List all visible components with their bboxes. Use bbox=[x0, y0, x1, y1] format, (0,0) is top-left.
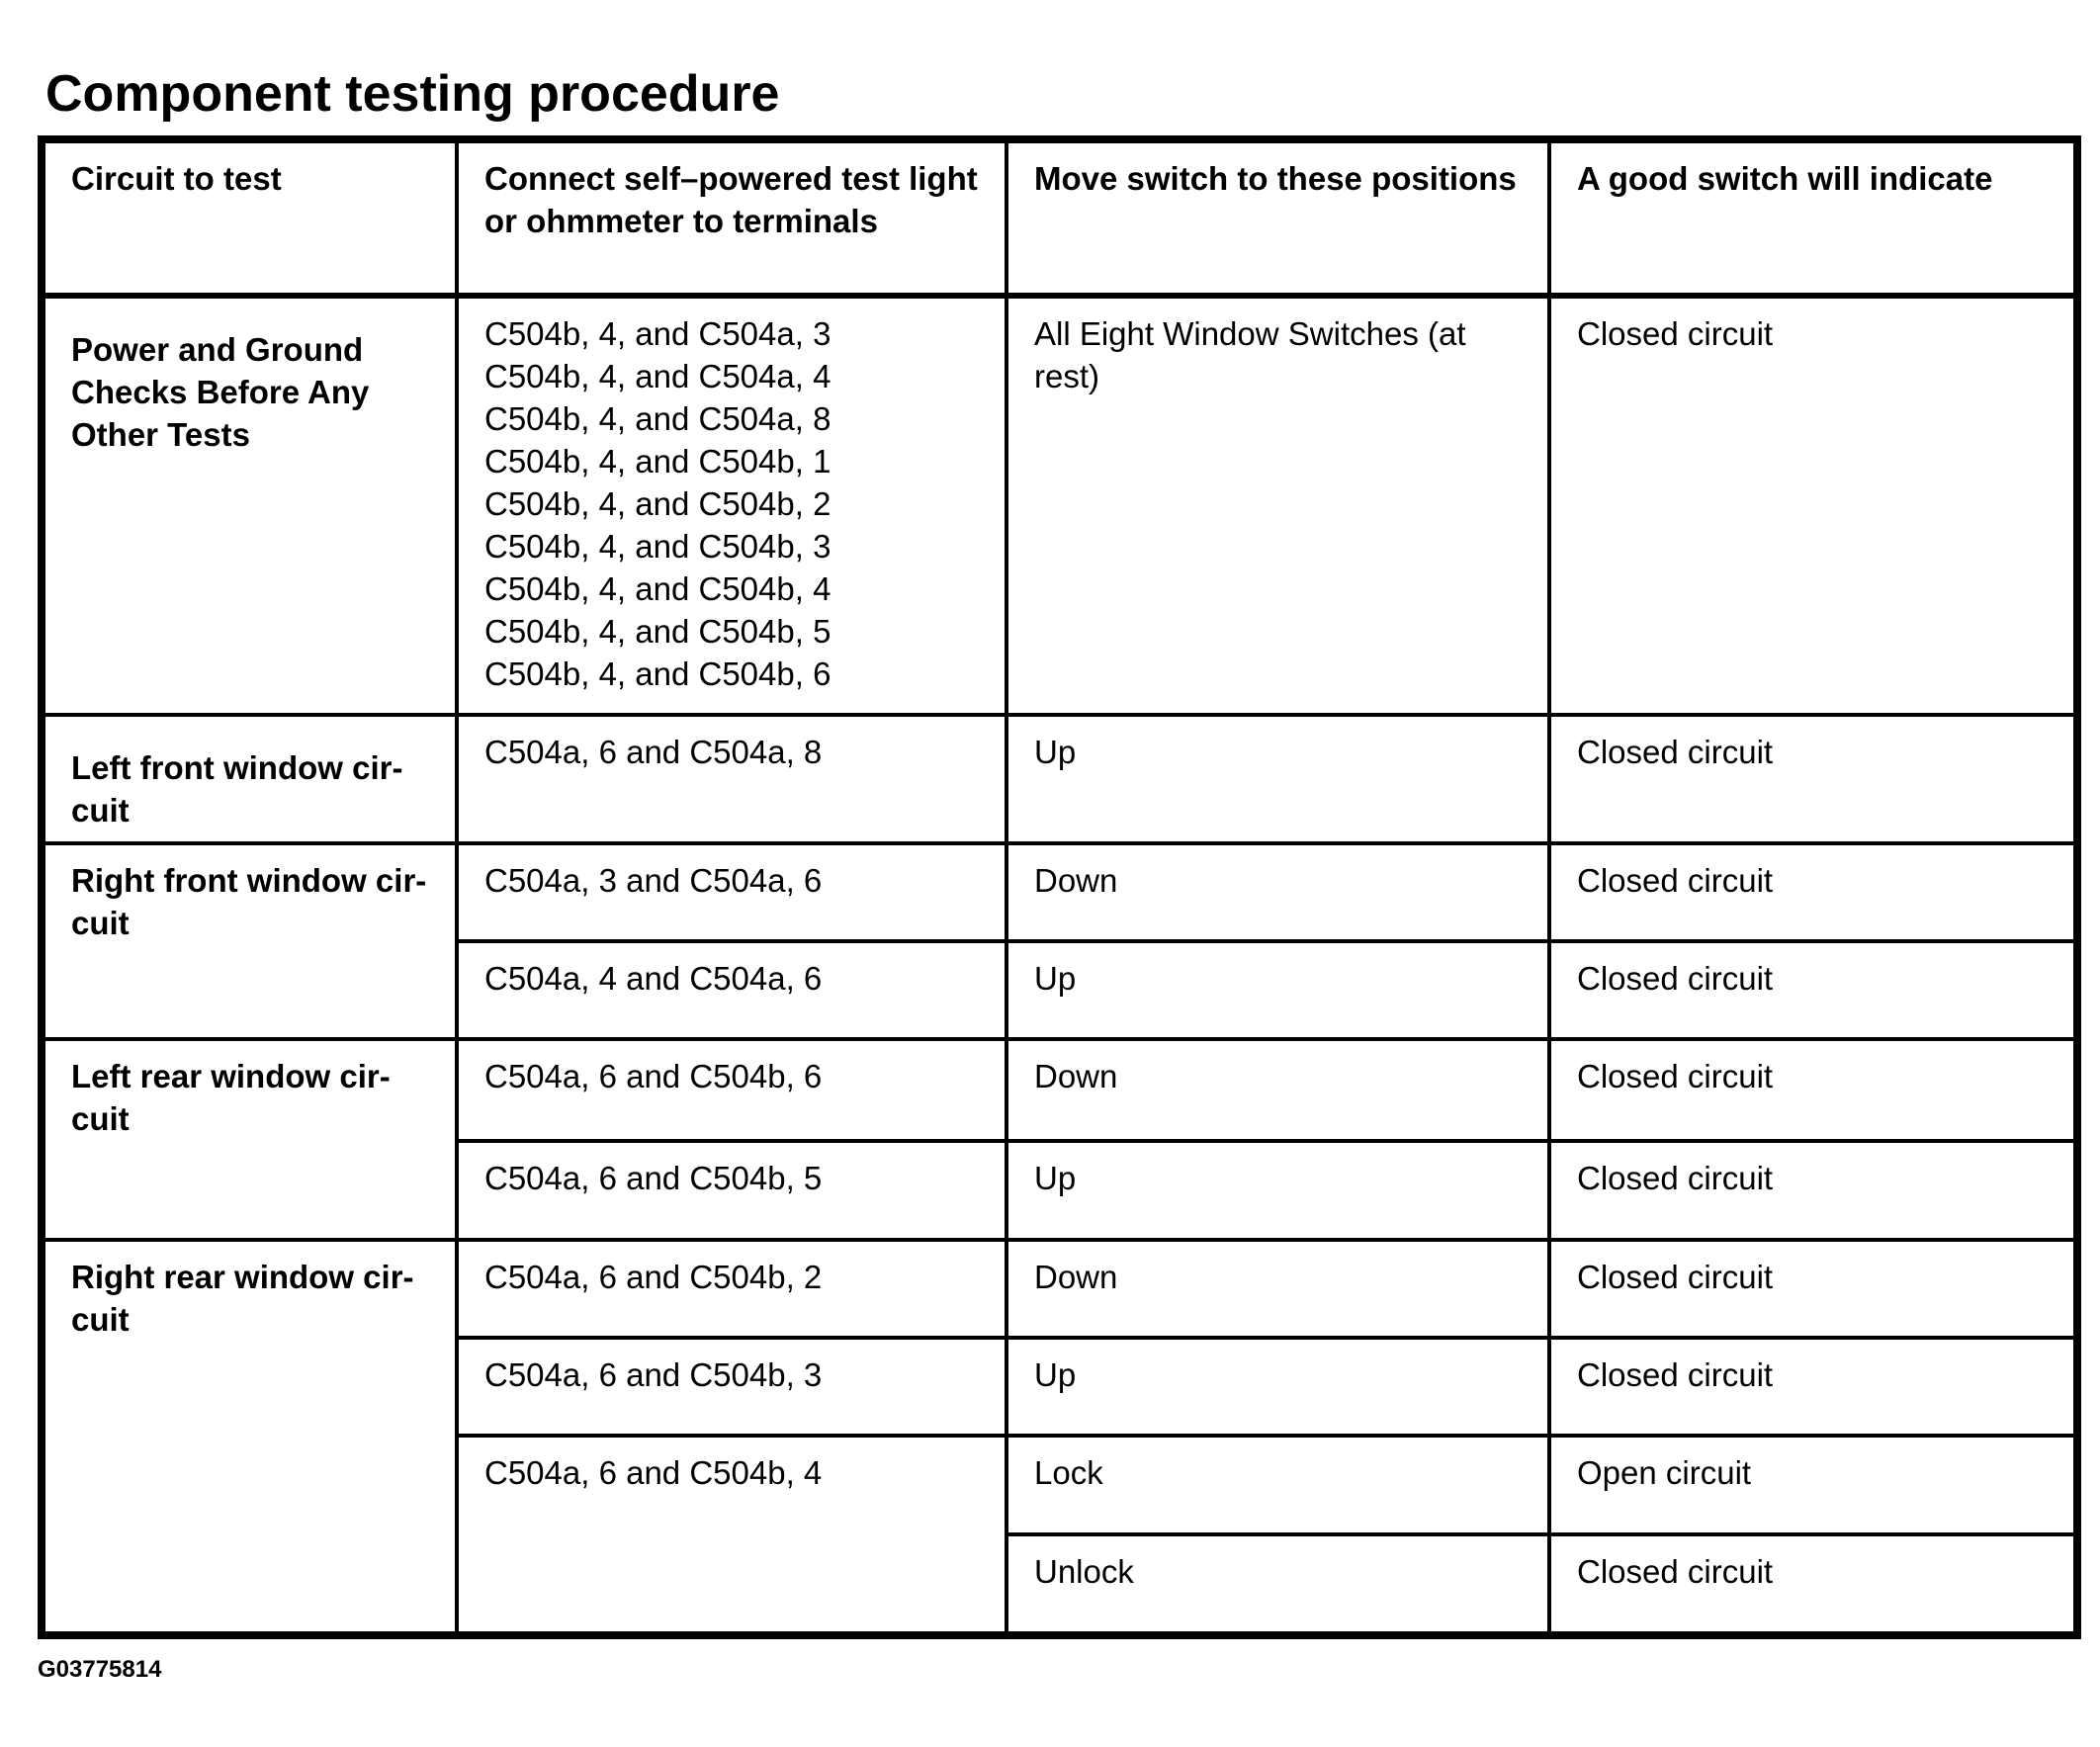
header-row bbox=[42, 139, 2077, 296]
terminal-pair: C504b, 4, and C504b, 5 bbox=[484, 613, 831, 650]
terminal-pair: C504b, 4, and C504b, 3 bbox=[484, 528, 831, 565]
position-cell: Lock bbox=[1006, 1436, 1549, 1534]
position-cell: Unlock bbox=[1006, 1534, 1549, 1635]
terminals-cell: C504a, 6 and C504b, 5 bbox=[457, 1141, 1006, 1240]
terminals-cell: C504a, 6 and C504b, 4 bbox=[457, 1436, 1006, 1635]
table-row bbox=[42, 1240, 2077, 1338]
result-cell: Open circuit bbox=[1549, 1436, 2077, 1534]
procedure-table bbox=[38, 135, 2081, 1639]
circuit-cell: Power and Ground Checks Before Any Other Tests bbox=[42, 296, 457, 715]
circuit-cell: Right rear window cir-cuit bbox=[42, 1240, 457, 1635]
circuit-cell: Left rear window cir-cuit bbox=[42, 1039, 457, 1240]
terminal-pair: C504b, 4, and C504a, 4 bbox=[484, 358, 831, 394]
terminals-cell: C504a, 6 and C504a, 8 bbox=[457, 715, 1006, 843]
terminal-pair: C504b, 4, and C504b, 1 bbox=[484, 443, 831, 480]
result-cell: Closed circuit bbox=[1549, 941, 2077, 1039]
position-cell: Down bbox=[1006, 1039, 1549, 1141]
result-cell: Closed circuit bbox=[1549, 1141, 2077, 1240]
position-cell: Up bbox=[1006, 1141, 1549, 1240]
position-cell: Down bbox=[1006, 1240, 1549, 1338]
header-circuit: Circuit to test bbox=[42, 139, 457, 296]
table-row bbox=[42, 296, 2077, 715]
circuit-cell: Left front window cir-cuit bbox=[42, 715, 457, 843]
result-cell: Closed circuit bbox=[1549, 1338, 2077, 1436]
terminals-cell bbox=[457, 296, 1006, 715]
position-cell: Up bbox=[1006, 715, 1549, 843]
result-cell: Closed circuit bbox=[1549, 843, 2077, 941]
terminal-pair: C504b, 4, and C504a, 3 bbox=[484, 315, 831, 352]
header-positions: Move switch to these positions bbox=[1006, 139, 1549, 296]
position-cell: All Eight Window Switches (at rest) bbox=[1006, 296, 1549, 715]
terminal-pair: C504b, 4, and C504b, 2 bbox=[484, 485, 831, 522]
terminals-cell: C504a, 6 and C504b, 6 bbox=[457, 1039, 1006, 1141]
terminal-pair: C504b, 4, and C504a, 8 bbox=[484, 400, 831, 437]
header-terminals: Connect self–powered test light or ohmmeter to terminals bbox=[457, 139, 1006, 296]
position-cell: Down bbox=[1006, 843, 1549, 941]
page-title: Component testing procedure bbox=[45, 65, 780, 123]
result-cell: Closed circuit bbox=[1549, 715, 2077, 843]
table-row bbox=[42, 1039, 2077, 1141]
terminals-cell: C504a, 4 and C504a, 6 bbox=[457, 941, 1006, 1039]
table-row bbox=[42, 715, 2077, 843]
result-cell: Closed circuit bbox=[1549, 296, 2077, 715]
table-row bbox=[42, 843, 2077, 941]
position-cell: Up bbox=[1006, 1338, 1549, 1436]
terminal-pair: C504b, 4, and C504b, 6 bbox=[484, 655, 831, 692]
result-cell: Closed circuit bbox=[1549, 1534, 2077, 1635]
position-cell: Up bbox=[1006, 941, 1549, 1039]
result-cell: Closed circuit bbox=[1549, 1039, 2077, 1141]
terminals-cell: C504a, 3 and C504a, 6 bbox=[457, 843, 1006, 941]
terminals-cell: C504a, 6 and C504b, 3 bbox=[457, 1338, 1006, 1436]
terminals-cell: C504a, 6 and C504b, 2 bbox=[457, 1240, 1006, 1338]
figure-code: G03775814 bbox=[38, 1656, 162, 1683]
result-cell: Closed circuit bbox=[1549, 1240, 2077, 1338]
header-result: A good switch will indicate bbox=[1549, 139, 2077, 296]
terminal-pair: C504b, 4, and C504b, 4 bbox=[484, 570, 831, 607]
circuit-cell: Right front window cir-cuit bbox=[42, 843, 457, 1039]
